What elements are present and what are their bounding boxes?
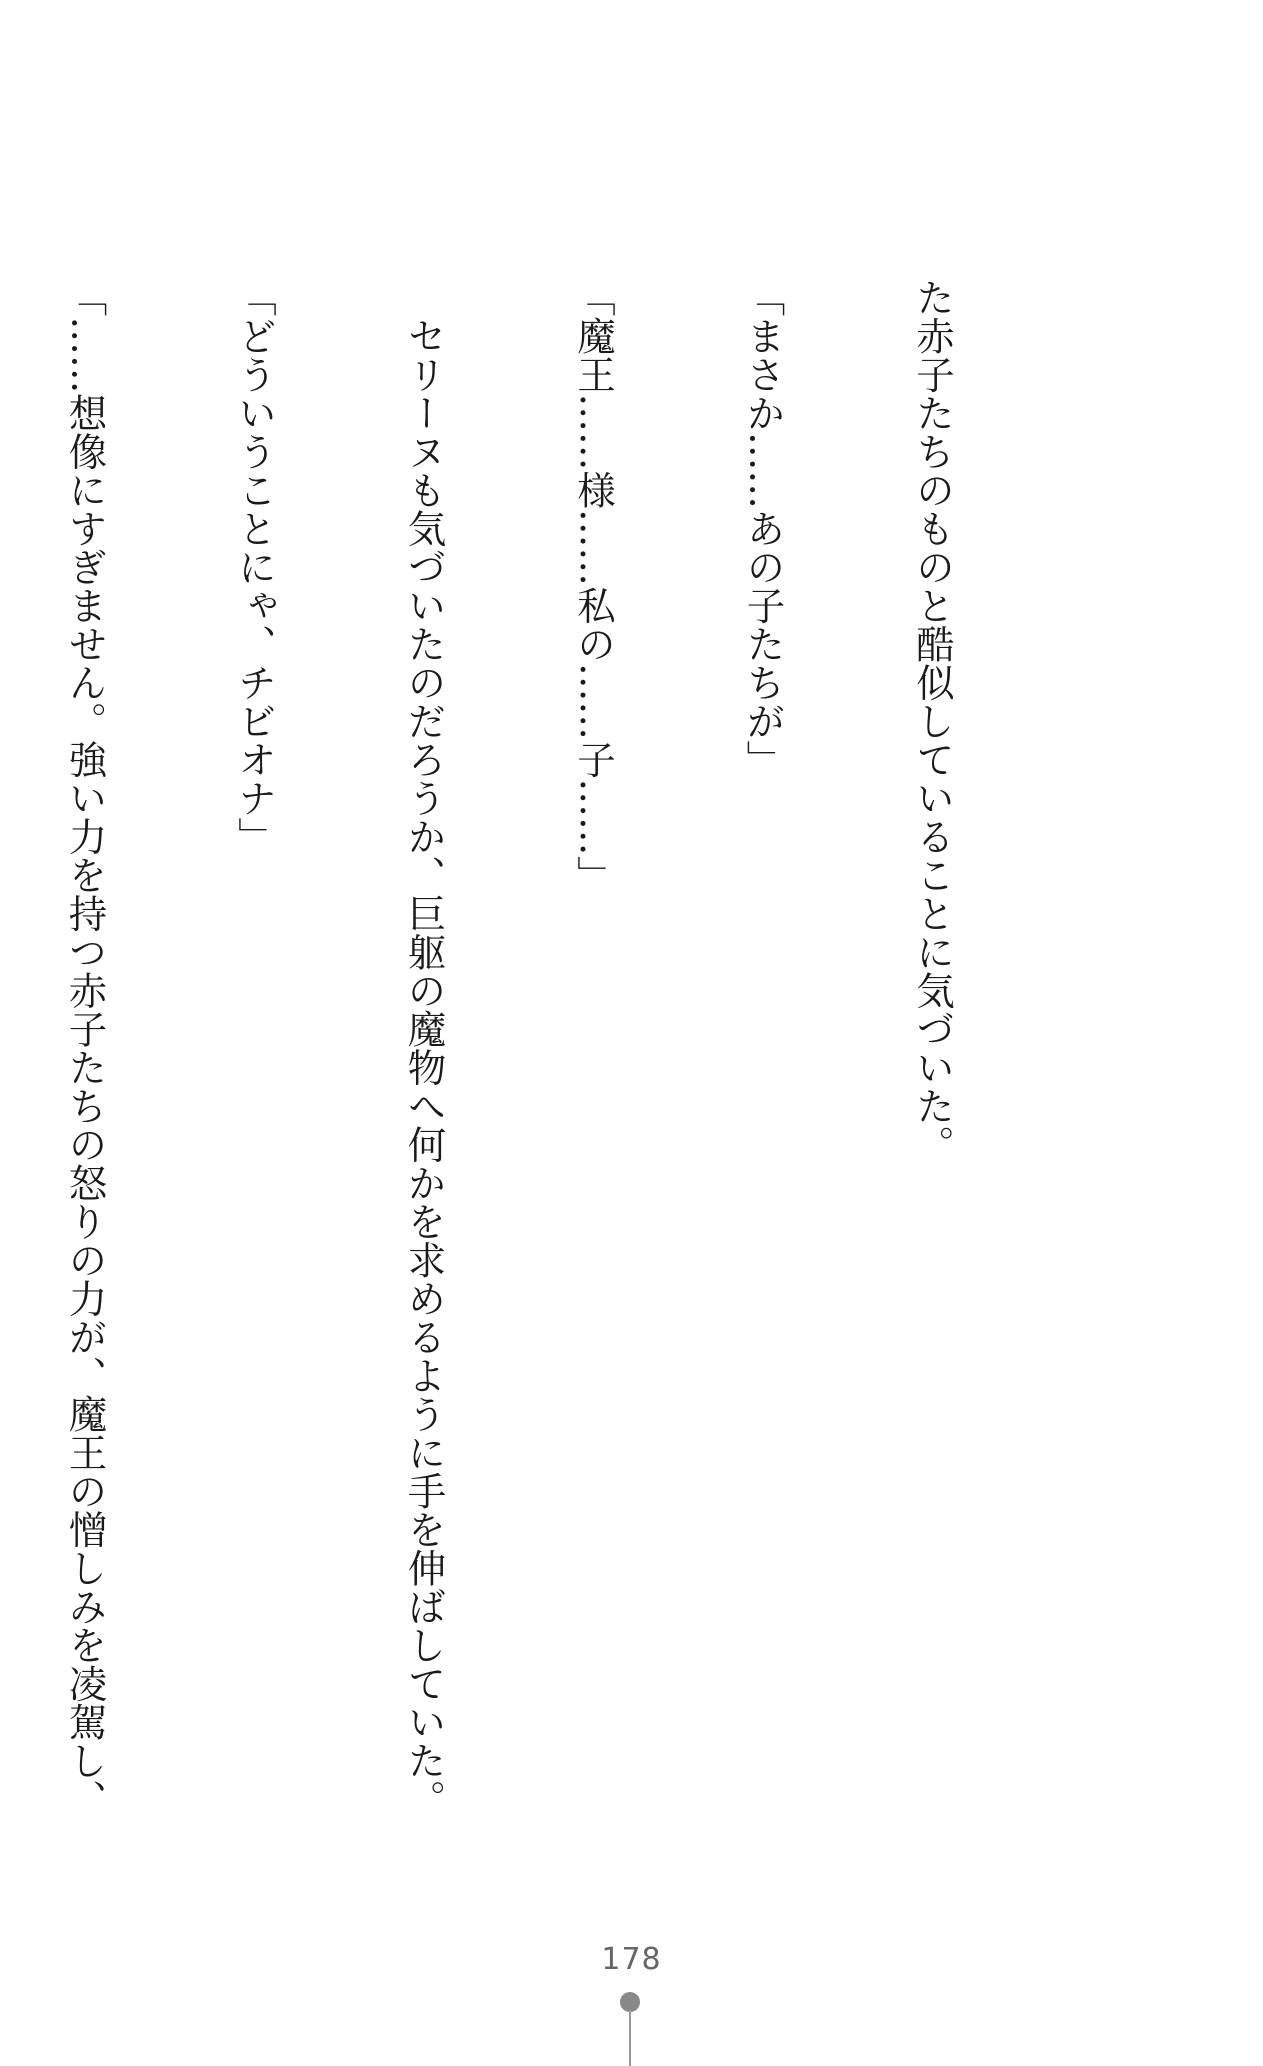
vertical-text-body (62, 278, 1073, 1818)
text-line: セリーヌも気づいたのだろうか、巨躯の魔物へ何かを求めるように手を伸ばしていた。 (401, 278, 447, 1818)
page-marker-line (629, 2010, 631, 2066)
text-line: 「まさか……あの子たちが」 (740, 278, 786, 779)
text-line: 「……想像にすぎません。強い力を持つ赤子たちの怒りの力が、魔王の憎しみを凌駕し、 (62, 278, 108, 1818)
page-number: 178 (601, 1942, 662, 1977)
text-line: 「どういうことにゃ、チビオナ」 (232, 278, 277, 856)
text-line: た赤子たちのものと酷似していることに気づいた。 (910, 278, 955, 1164)
text-line: 「魔王……様……私の……子……」 (571, 278, 616, 894)
page-marker-dot (620, 1992, 640, 2012)
